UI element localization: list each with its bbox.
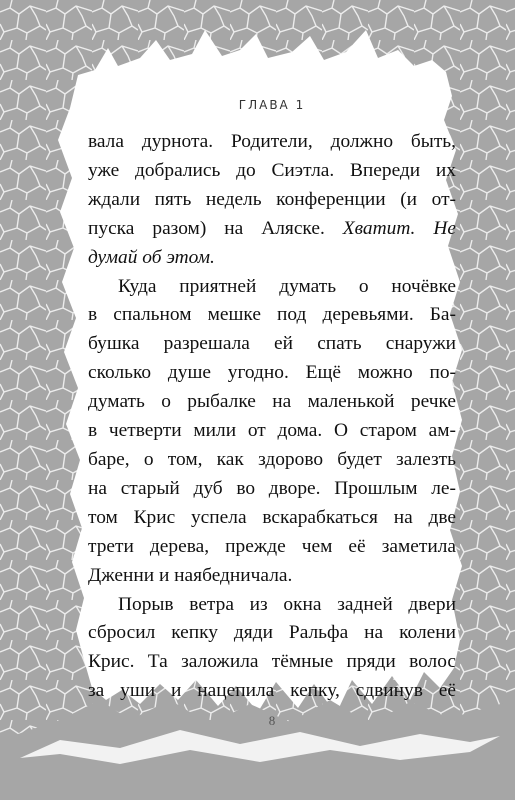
text-line: на старый дуб во дворе. Прошлым ле- (88, 477, 456, 499)
text-line: баре, о том, как здорово будет залезть (88, 448, 456, 470)
running-head: ГЛАВА 1 (238, 98, 306, 112)
text-line: Дженни и наябедничала. (88, 564, 293, 586)
text-line: сколько душе угодно. Ещё можно по- (88, 362, 456, 384)
text-line: сбросил кепку дяди Ральфа на колени (88, 622, 456, 644)
text-line: Порыв ветра из окна задней двери (118, 593, 456, 615)
text-line: в четверти мили от дома. О старом ам- (88, 420, 456, 442)
body-text (88, 128, 456, 706)
text-line: думай об этом. (88, 246, 215, 268)
text-line: в спальном мешке под деревьями. Ба- (88, 304, 456, 326)
page-number: 8 (268, 713, 276, 728)
text-line: вала дурнота. Родители, должно быть, (88, 131, 456, 152)
text-line: думать о рыбалке на маленькой речке (88, 391, 456, 413)
text-line: Куда приятней думать о ночёвке (118, 275, 456, 297)
text-line: за уши и нацепила кепку, сдвинув её (88, 680, 456, 702)
text-line: уже добрались до Сиэтла. Впереди их (88, 159, 456, 181)
text-line: бушка разрешала ей спать снаружи (88, 333, 456, 355)
text-line: том Крис успела вскарабкаться на две (88, 506, 456, 528)
text-line: Крис. Та заложила тёмные пряди волос (88, 651, 456, 673)
text-line: трети дерева, прежде чем её заметила (88, 535, 456, 557)
text-line: пуска разом) на Аляске. Хватит. Не (88, 217, 456, 239)
page-content (88, 0, 456, 800)
text-line: ждали пять недель конференции (и от- (88, 188, 456, 210)
